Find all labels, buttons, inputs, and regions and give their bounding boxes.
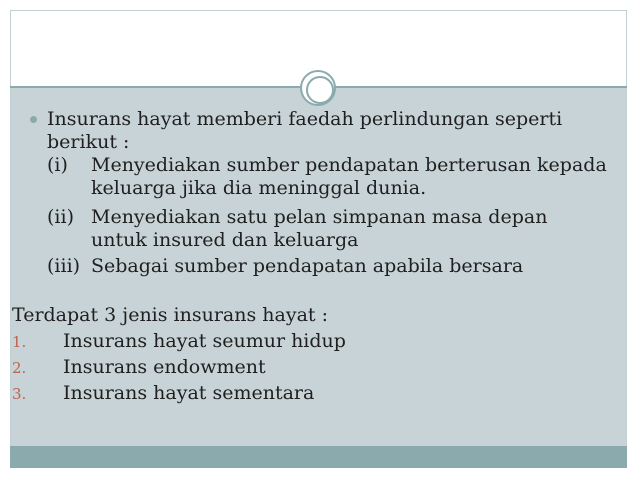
footer-band bbox=[10, 446, 627, 468]
sub-item-text: Sebagai sumber pendapatan apabila bersara bbox=[91, 255, 524, 277]
numbered-item bbox=[12, 382, 314, 405]
numbered-item bbox=[12, 330, 346, 353]
item-number: 2. bbox=[12, 359, 27, 377]
sub-item-text: Menyediakan satu pelan simpanan masa depan untuk insured dan keluarga bbox=[91, 206, 548, 251]
item-text: Insurans hayat seumur hidup bbox=[63, 330, 346, 352]
item-text: Insurans endowment bbox=[63, 356, 266, 378]
item-text: Insurans hayat sementara bbox=[63, 382, 315, 404]
bullet-item bbox=[30, 108, 590, 154]
bullet-dot-icon bbox=[30, 116, 37, 123]
sub-item bbox=[47, 255, 607, 278]
numbered-item bbox=[12, 356, 266, 379]
sub-item bbox=[47, 154, 607, 200]
bullet-text: Insurans hayat memberi faedah perlindungan seperti berikut : bbox=[47, 108, 563, 153]
circle-ornament-icon bbox=[300, 70, 336, 106]
item-number: 1. bbox=[12, 333, 27, 351]
item-number: 3. bbox=[12, 385, 27, 403]
list-heading: Terdapat 3 jenis insurans hayat : bbox=[12, 304, 328, 326]
sub-item-number: (iii) bbox=[47, 255, 81, 277]
sub-item-number: (i) bbox=[47, 154, 68, 176]
sub-item-text: Menyediakan sumber pendapatan berterusan kepada keluarga jika dia meninggal dunia. bbox=[91, 154, 607, 199]
sub-item-number: (ii) bbox=[47, 206, 74, 228]
sub-item bbox=[47, 206, 607, 252]
